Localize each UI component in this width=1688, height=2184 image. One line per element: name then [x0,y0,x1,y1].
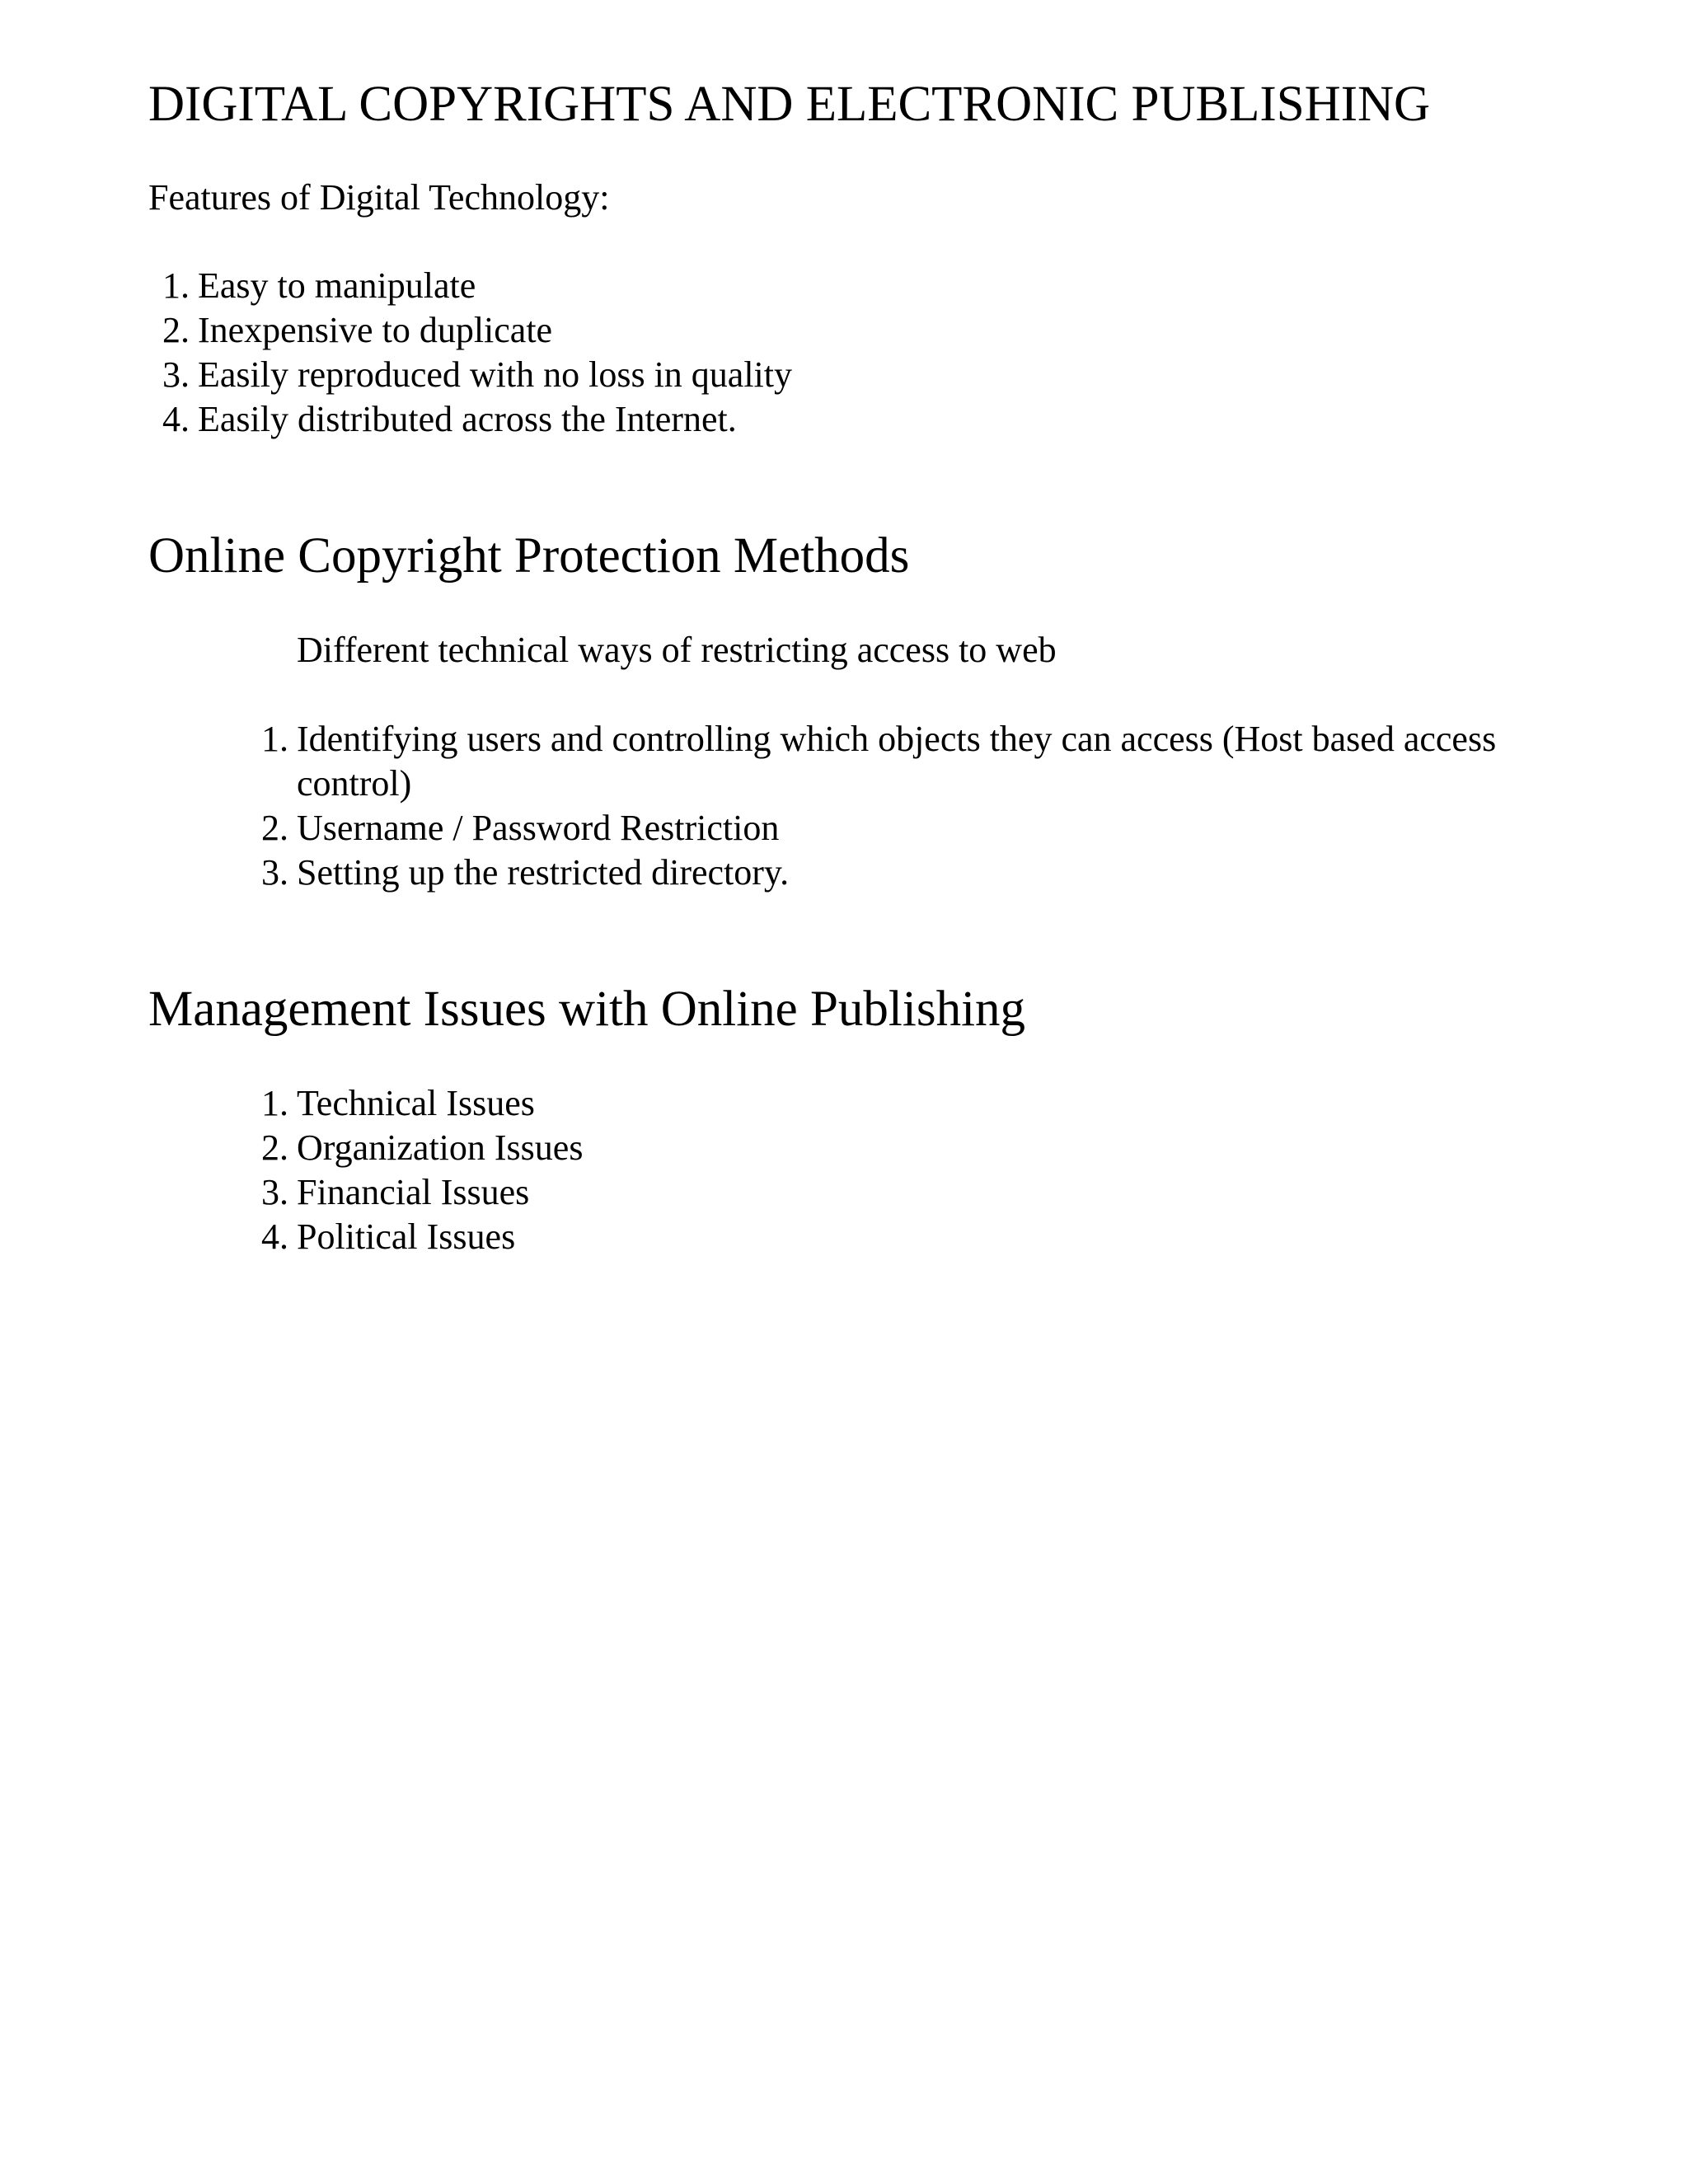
list-number: 2. [261,808,288,848]
list-number: 4. [261,1216,288,1257]
management-heading: Management Issues with Online Publishing [148,982,1026,1037]
list-number: 2. [261,1127,288,1168]
list-number: 1. [162,265,190,306]
list-text: Easily distributed across the Internet. [198,399,737,439]
page-title: DIGITAL COPYRIGHTS AND ELECTRONIC PUBLISHING [148,77,1431,132]
features-heading: Features of Digital Technology: [148,177,610,218]
protection-intro: Different technical ways of restricting access to web [297,630,1057,670]
list-text: Setting up the restricted directory. [297,852,790,893]
protection-list [247,717,1533,895]
features-list [148,264,1550,442]
list-item [148,397,1550,442]
list-item [148,264,1550,308]
list-item [148,308,1550,353]
list-text: Political Issues [297,1216,516,1257]
list-text: Easy to manipulate [198,265,476,306]
list-item [247,1170,1533,1215]
list-number: 3. [261,1172,288,1212]
list-item [247,851,1533,895]
list-number: 3. [162,354,190,395]
list-item [148,353,1550,397]
list-number: 2. [162,310,190,350]
list-item [247,1126,1533,1170]
list-text: Identifying users and controlling which objects they can access (Host based access control) [297,719,1497,804]
list-text: Username / Password Restriction [297,808,780,848]
list-text: Inexpensive to duplicate [198,310,553,350]
list-item [247,806,1533,851]
list-number: 4. [162,399,190,439]
list-number: 3. [261,852,288,893]
list-item [247,717,1533,806]
list-text: Financial Issues [297,1172,530,1212]
list-item [247,1215,1533,1259]
list-number: 1. [261,1083,288,1123]
list-number: 1. [261,719,288,759]
list-text: Organization Issues [297,1127,584,1168]
management-list [247,1081,1533,1259]
list-item [247,1081,1533,1126]
list-text: Technical Issues [297,1083,535,1123]
list-text: Easily reproduced with no loss in quality [198,354,792,395]
protection-heading: Online Copyright Protection Methods [148,528,910,583]
